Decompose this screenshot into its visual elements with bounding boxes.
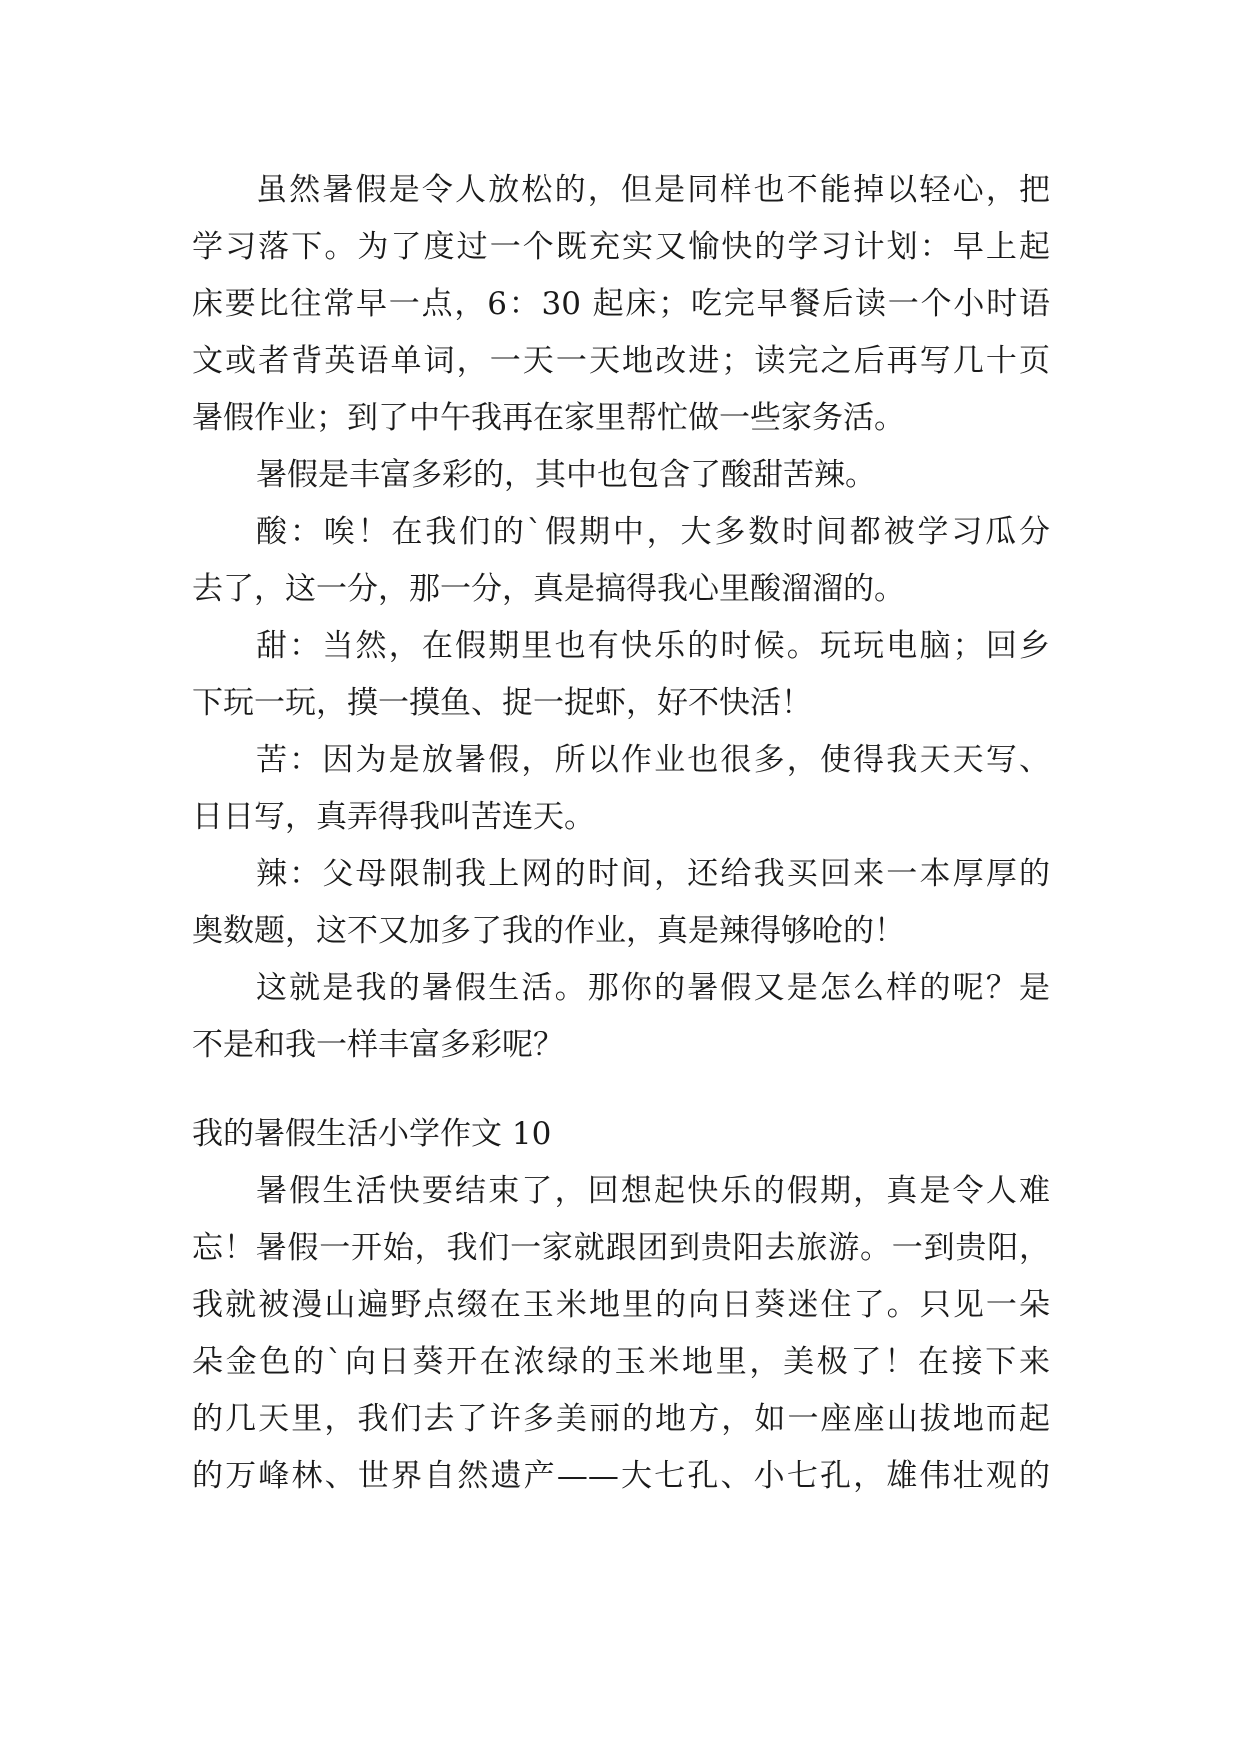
text-line: 不是和我一样丰富多彩呢？: [192, 1027, 564, 1063]
text-line: 朵金色的`向日葵开在浓绿的玉米地里，美极了！在接下来: [192, 1344, 1050, 1380]
text-line: 学习落下。为了度过一个既充实又愉快的学习计划：早上起: [192, 229, 1050, 265]
text-line: 这就是我的暑假生活。那你的暑假又是怎么样的呢？是: [256, 970, 1050, 1006]
text-line: 忘！暑假一开始，我们一家就跟团到贵阳去旅游。一到贵阳，: [192, 1230, 1050, 1266]
text-line: 的万峰林、世界自然遗产——大七孔、小七孔，雄伟壮观的: [192, 1458, 1050, 1494]
text-line: 文或者背英语单词，一天一天地改进；读完之后再写几十页: [192, 343, 1050, 379]
text-line: 辣：父母限制我上网的时间，还给我买回来一本厚厚的: [256, 856, 1050, 892]
text-line: 床要比往常早一点，6：30 起床；吃完早餐后读一个小时语: [192, 286, 1050, 322]
text-line: 苦：因为是放暑假，所以作业也很多，使得我天天写、: [256, 742, 1050, 778]
text-line: 奥数题，这不又加多了我的作业，真是辣得够呛的！: [192, 913, 905, 949]
text-line: 去了，这一分，那一分，真是搞得我心里酸溜溜的。: [192, 571, 905, 607]
text-line: 的几天里，我们去了许多美丽的地方，如一座座山拔地而起: [192, 1401, 1050, 1437]
text-line: 暑假是丰富多彩的，其中也包含了酸甜苦辣。: [256, 457, 876, 493]
text-line: 甜：当然，在假期里也有快乐的时候。玩玩电脑；回乡: [256, 628, 1050, 664]
text-line: 酸：唉！在我们的`假期中，大多数时间都被学习瓜分: [256, 514, 1050, 550]
text-line: 日日写，真弄得我叫苦连天。: [192, 799, 595, 835]
section-title: 我的暑假生活小学作文 10: [192, 1116, 552, 1152]
text-line: 暑假作业；到了中午我再在家里帮忙做一些家务活。: [192, 400, 905, 436]
text-line: 下玩一玩，摸一摸鱼、捉一捉虾，好不快活！: [192, 685, 812, 721]
text-line: 虽然暑假是令人放松的，但是同样也不能掉以轻心，把: [256, 172, 1050, 208]
text-line: 暑假生活快要结束了，回想起快乐的假期，真是令人难: [256, 1173, 1050, 1209]
text-line: 我就被漫山遍野点缀在玉米地里的向日葵迷住了。只见一朵: [192, 1287, 1050, 1323]
